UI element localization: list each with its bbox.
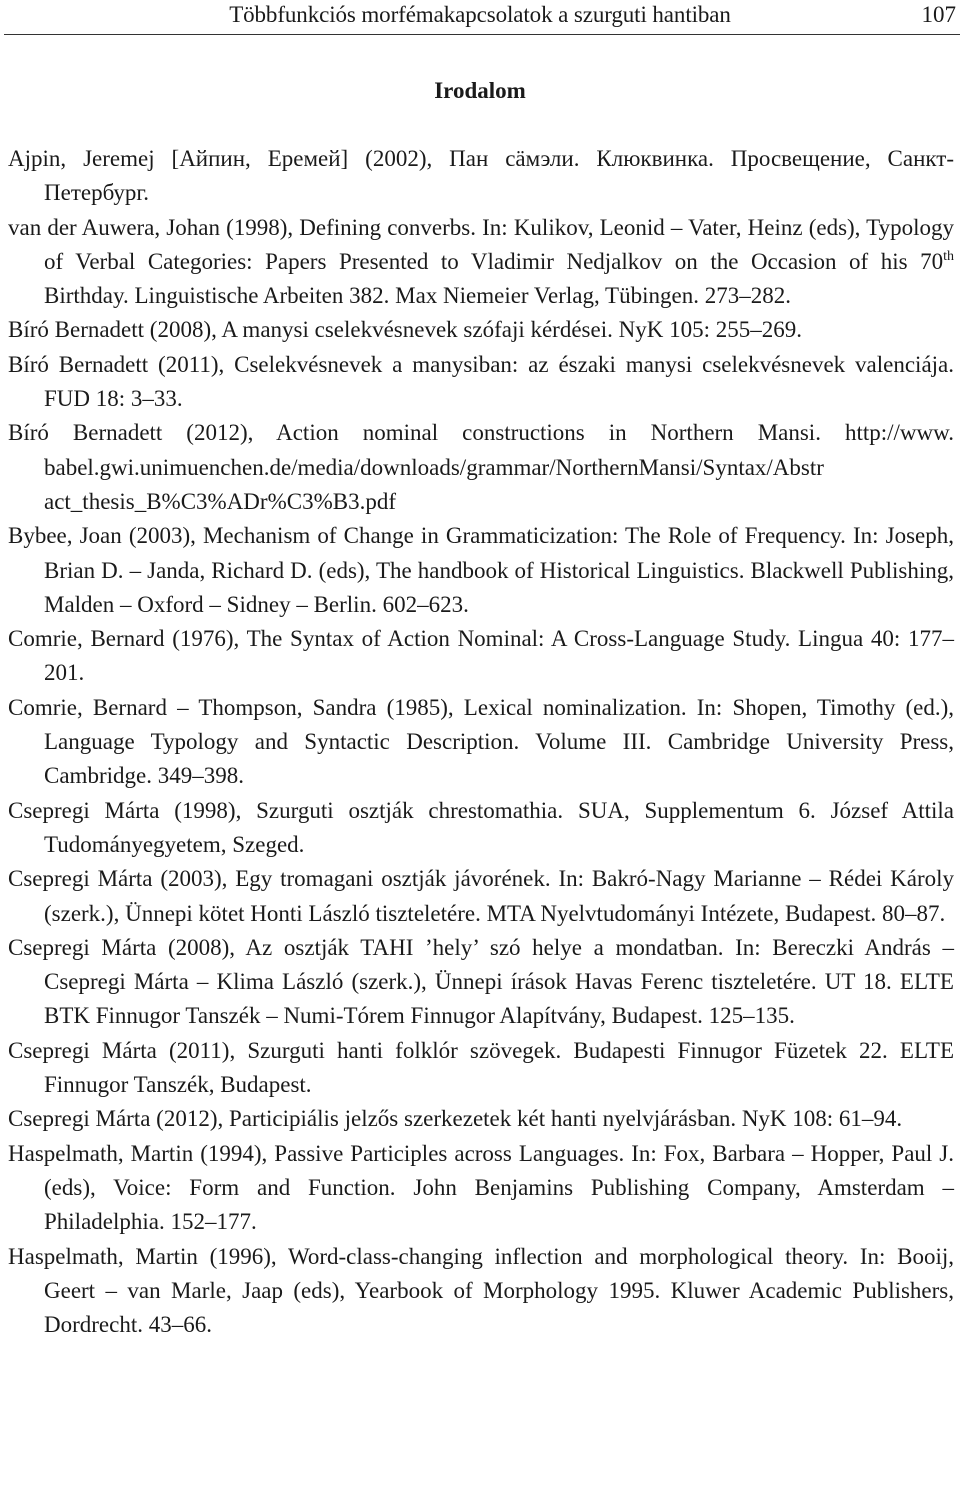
reference-item: Csepregi Márta (1998), Szurguti osztják chrestomathia. SUA, Supplementum 6. József Attila Tudományegyetem, Szeged.	[8, 797, 954, 857]
reference-item: Csepregi Márta (2012), Participiális jelzős szerkezetek két hanti nyelvjárásban. NyK 108: 61–94.	[8, 1106, 903, 1132]
running-header-title: Többfunkciós morfémakapcsolatok a szurguti hantiban	[229, 2, 731, 27]
reference-item: Comrie, Bernard (1976), The Syntax of Action Nominal: A Cross-Language Study. Lingua 40: 177–201.	[8, 626, 954, 686]
reference-item: Bíró Bernadett (2012), Action nominal constructions in Northern Mansi. http://www. babel.gwi.unimuenchen.de/media/downloads/grammar/NorthernMansi/Syntax/Abstr act_thesis_B%C3%ADr%C3%B3.pdf	[8, 420, 954, 514]
reference-item: Csepregi Márta (2008), Az osztják TAHI ’hely’ szó helye a mondatban. In: Bereczki András – Csepregi Márta – Klima László (szerk.), Ünnepi írások Havas Ferenc tiszteletére. UT 18. ELTE BTK Finnugor Tanszék – Numi-Tórem Finnugor Alapítvány, Budapest. 125–135.	[8, 934, 954, 1029]
reference-item	[8, 211, 954, 314]
header-divider	[4, 34, 960, 35]
reference-item: Csepregi Márta (2011), Szurguti hanti folklór szövegek. Budapesti Finnugor Füzetek 22. ELTE Finnugor Tanszék, Budapest.	[8, 1037, 954, 1098]
reference-list	[8, 142, 954, 1342]
reference-item: Bybee, Joan (2003), Mechanism of Change in Grammaticization: The Role of Frequency. In: Joseph, Brian D. – Janda, Richard D. (eds), The handbook of Historical Linguistics. Blackwell Publishing, Malden – Oxford – Sidney – Berlin. 602–623.	[8, 523, 954, 617]
reference-item: Bíró Bernadett (2011), Cselekvésnevek a manysiban: az északi manysi cselekvésnevek valenciája. FUD 18: 3–33.	[8, 351, 954, 412]
reference-item: Comrie, Bernard – Thompson, Sandra (1985), Lexical nominalization. In: Shopen, Timothy (ed.), Language Typology and Syntactic Description. Volume III. Cambridge University Press, Cambridge. 349–398.	[8, 694, 954, 789]
reference-item: Csepregi Márta (2003), Egy tromagani osztják jávorének. In: Bakró-Nagy Marianne – Rédei Károly (szerk.), Ünnepi kötet Honti László tiszteletére. MTA Nyelvtudományi Intézete, Budapest. 80–87.	[8, 866, 954, 926]
section-title: Irodalom	[434, 78, 526, 103]
ordinal-superscript: th	[943, 248, 954, 264]
reference-text: van der Auwera, Johan (1998), Defining converbs. In: Kulikov, Leonid – Vater, Heinz (eds), Typology of Verbal Categories: Papers Presented to Vladimir Nedjalkov on the Occasion of his 70	[8, 214, 954, 274]
reference-item: Haspelmath, Martin (1994), Passive Participles across Languages. In: Fox, Barbara – Hopper, Paul J. (eds), Voice: Form and Function. John Benjamins Publishing Company, Amsterdam – Philadelphia. 152–177.	[8, 1140, 954, 1235]
reference-item: Bíró Bernadett (2008), A manysi cselekvésnevek szófaji kérdései. NyK 105: 255–269.	[8, 317, 802, 343]
page-number: 107	[921, 2, 956, 27]
running-header	[0, 0, 960, 36]
reference-item: Haspelmath, Martin (1996), Word-class-changing inflection and morphological theory. In: Booij, Geert – van Marle, Jaap (eds), Yearbook of Morphology 1995. Kluwer Academic Publishers, Dordrecht. 43–66.	[8, 1243, 954, 1338]
reference-item: Ajpin, Jeremej [Айпин, Еремей] (2002), Пан сäмэли. Клюквинка. Просвещение, Санкт-Петербург.	[8, 146, 954, 206]
reference-text: Birthday. Linguistische Arbeiten 382. Max Niemeier Verlag, Tübingen. 273–282.	[44, 283, 791, 309]
